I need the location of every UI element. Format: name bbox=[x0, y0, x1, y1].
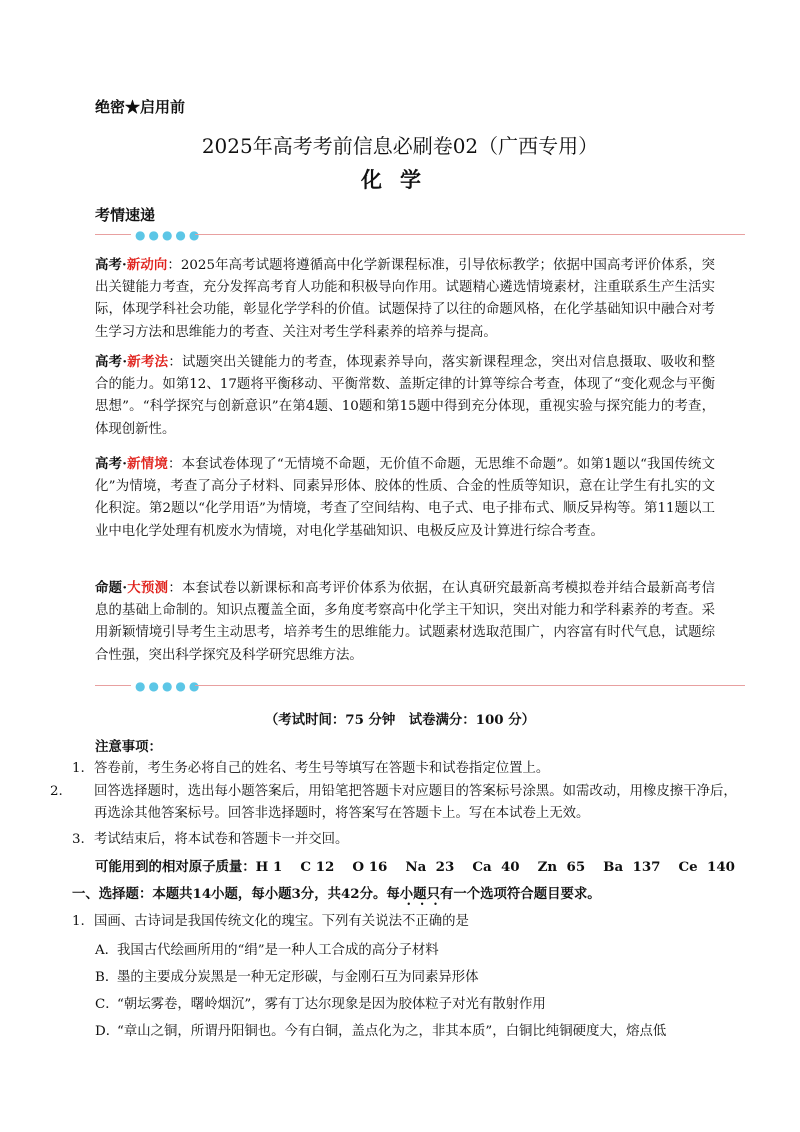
option-d: D．“章山之铜，所谓丹阳铜也。今有白铜，盖点化为之，非其本质”，白铜比纯铜硬度大，熔点低 bbox=[95, 1024, 667, 1039]
subject-title: 化学 bbox=[361, 167, 439, 192]
paragraph-new-method: 高考·新考法：试题突出关键能力的考查，体现素养导向，落实新课程理念，突出对信息摄取、吸收和整合的能力。如第12、17题将平衡移动、平衡常数、盖斯定律的计算等综合考查，体现了“变化观念与平衡思想”。“科学探究与创新意识”在第4题、10题和第15题中得到充分体现，重视实验与探究能力的考查，体现创新性。 bbox=[95, 354, 716, 437]
confidential-label: 绝密★启用前 bbox=[95, 98, 186, 116]
notice-item: 2. 回答选择题时，选出每小题答案后，用铅笔把答题卡对应题目的答案标号涂黑。如需改动，用橡皮擦干净后，再选涂其他答案标号。回答非选择题时，将答案写在答题卡上。写在本试卷上无效。 bbox=[50, 784, 737, 821]
question-stem: 1. 国画、古诗词是我国传统文化的瑰宝。下列有关说法不正确的是 bbox=[72, 914, 469, 929]
section-title: 考情速递 bbox=[95, 206, 156, 224]
section-heading-choice: 一、选择题：本题共14小题，每小题3分，共42分。每小题只有一个选项符合题目要求。 bbox=[72, 886, 601, 902]
paragraph-prediction: 命题·大预测：本套试卷以新课标和高考评价体系为依据，在认真研究最新高考模拟卷并结合最新高考信息的基础上命制的。知识点覆盖全面，多角度考察高中化学主干知识，突出对能力和学科素养的考查。采用新颖情境引导考生主动思考，培养考生的思维能力。试题素材选取范围广，内容富有时代气息，试题综合性强，突出科学探究及科学研究思维方法。 bbox=[95, 580, 716, 663]
exam-time: （考试时间：75 分钟 试卷满分：100 分） bbox=[264, 712, 536, 728]
divider-top: ●●●●● bbox=[95, 230, 745, 240]
notice-item: 1. 答卷前，考生务必将自己的姓名、考生号等填写在答题卡和试卷指定位置上。 bbox=[72, 761, 550, 776]
divider-bottom: ●●●●● bbox=[95, 681, 745, 691]
atomic-masses: 可能用到的相对原子质量：H 1 C 12 O 16 Na 23 Ca 40 Zn 65 Ba 137 Ce 140 bbox=[95, 859, 735, 875]
paper-title: 2025年高考考前信息必刷卷02（广西专用） bbox=[201, 134, 599, 158]
paragraph-new-trend: 高考·新动向：2025年高考试题将遵循高中化学新课程标准，引导依标教学；依据中国高考评价体系，突出关键能力考查，充分发挥高考育人功能和积极导向作用。试题精心遴选情境素材，注重联系生产生活实际，体现学科社会功能，彰显化学学科的价值。试题保持了以往的命题风格，在化学基础知识中融合对考生学习方法和思维能力的考查、关注对考生学科素养的培养与提高。 bbox=[95, 257, 716, 340]
notice-item: 3. 考试结束后，将本试卷和答题卡一并交回。 bbox=[72, 832, 349, 847]
option-a: A．我国古代绘画所用的“绢”是一种人工合成的高分子材料 bbox=[95, 943, 439, 958]
option-b: B．墨的主要成分炭黑是一种无定形碳，与金刚石互为同素异形体 bbox=[95, 970, 479, 985]
notice-title: 注意事项： bbox=[95, 739, 162, 755]
option-c: C．“朝坛雾卷，曙岭烟沉”，雾有丁达尔现象是因为胶体粒子对光有散射作用 bbox=[95, 997, 546, 1012]
paragraph-new-context: 高考·新情境：本套试卷体现了“无情境不命题，无价值不命题，无思维不命题”。如第1题以“我国传统文化”为情境，考查了高分子材料、同素异形体、胶体的性质、合金的性质等知识，意在让学生有扎实的文化积淀。第2题以“化学用语”为情境，考查了空间结构、电子式、电子排布式、顺反异构等。第11题以工业中电化学处理有机废水为情境，对电化学基础知识、电极反应及计算进行综合考查。 bbox=[95, 456, 715, 539]
